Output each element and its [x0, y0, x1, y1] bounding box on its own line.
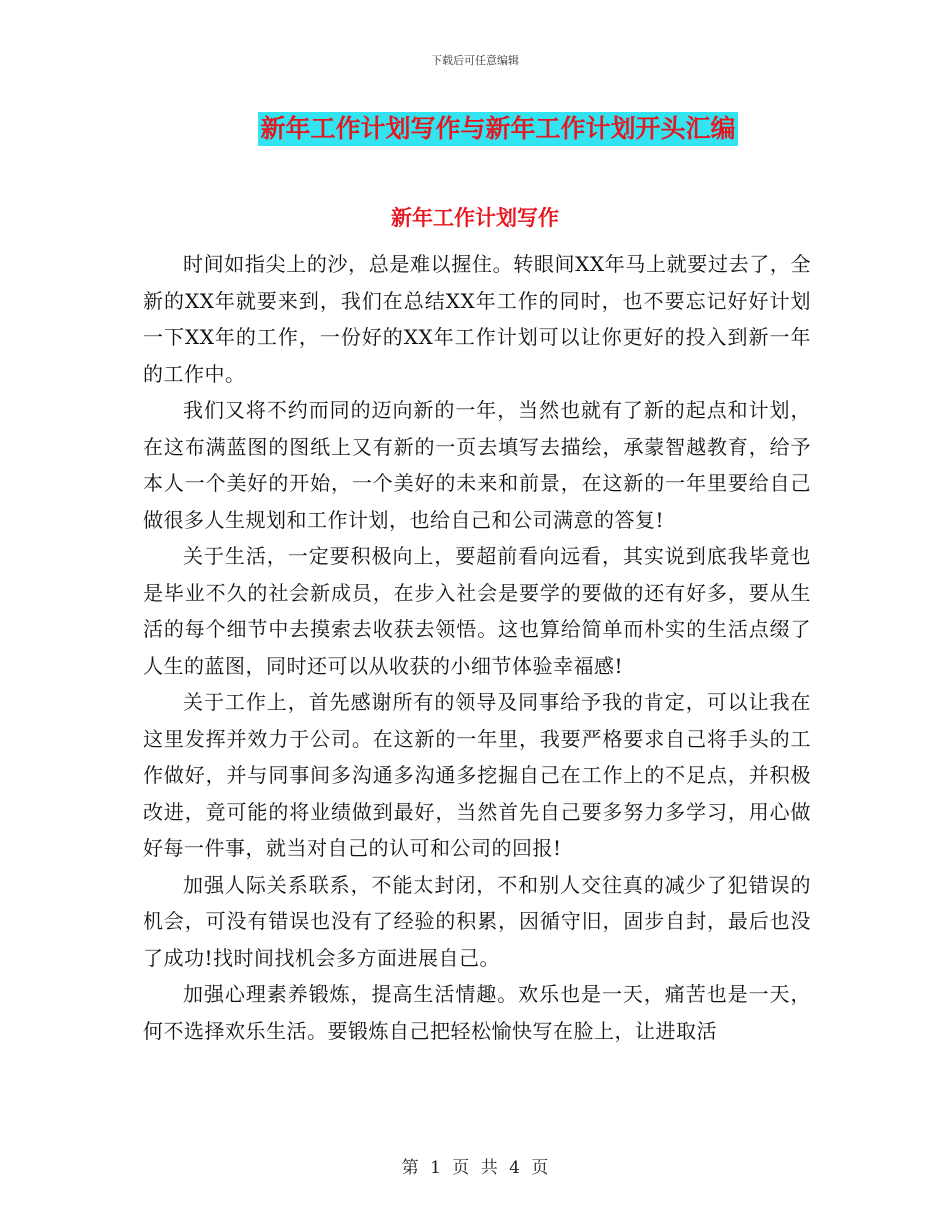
- paragraph: 关于生活，一定要积极向上，要超前看向远看，其实说到底我毕竟也是毕业不久的社会新成员，在步入社会是要学的要做的还有好多，要从生活的每个细节中去摸索去收获去领悟。这也算给简单而朴实的生活点缀了人生的蓝图，同时还可以从收获的小细节体验幸福感!: [143, 544, 811, 678]
- document-title-container: [0, 112, 950, 146]
- paragraph: 我们又将不约而同的迈向新的一年，当然也就有了新的起点和计划，在这布满蓝图的图纸上又有新的一页去填写去描绘，承蒙智越教育，给予本人一个美好的开始，一个美好的未来和前景，在这新的一年里要给自己做很多人生规划和工作计划，也给自己和公司满意的答复!: [143, 398, 811, 532]
- page-header-note: 下载后可任意编辑: [431, 54, 519, 67]
- paragraph: 关于工作上，首先感谢所有的领导及同事给予我的肯定，可以让我在这里发挥并效力于公司。在这新的一年里，我要严格要求自己将手头的工作做好，并与同事间多沟通多沟通多挖掘自己在工作上的不足点，并积极改进，竟可能的将业绩做到最好，当然首先自己要多努力多学习，用心做好每一件事，就当对自己的认可和公司的回报!: [143, 690, 811, 860]
- document-title: 新年工作计划写作与新年工作计划开头汇编: [258, 112, 737, 146]
- section-title: 新年工作计划写作: [391, 206, 559, 230]
- paragraph: 加强心理素养锻炼，提高生活情趣。欢乐也是一天，痛苦也是一天，何不选择欢乐生活。要锻炼自己把轻松愉快写在脸上，让进取活: [143, 982, 811, 1043]
- document-body: [143, 246, 811, 1049]
- paragraph: 时间如指尖上的沙，总是难以握住。转眼间XX年马上就要过去了，全新的XX年就要来到，我们在总结XX年工作的同时，也不要忘记好好计划一下XX年的工作，一份好的XX年工作计划可以让你更好的投入到新一年的工作中。: [143, 252, 811, 386]
- paragraph: 加强人际关系联系，不能太封闭，不和别人交往真的减少了犯错误的机会，可没有错误也没有了经验的积累，因循守旧，固步自封，最后也没了成功!找时间找机会多方面进展自己。: [143, 872, 811, 970]
- page-number-footer: 第 1 页 共 4 页: [401, 1158, 549, 1178]
